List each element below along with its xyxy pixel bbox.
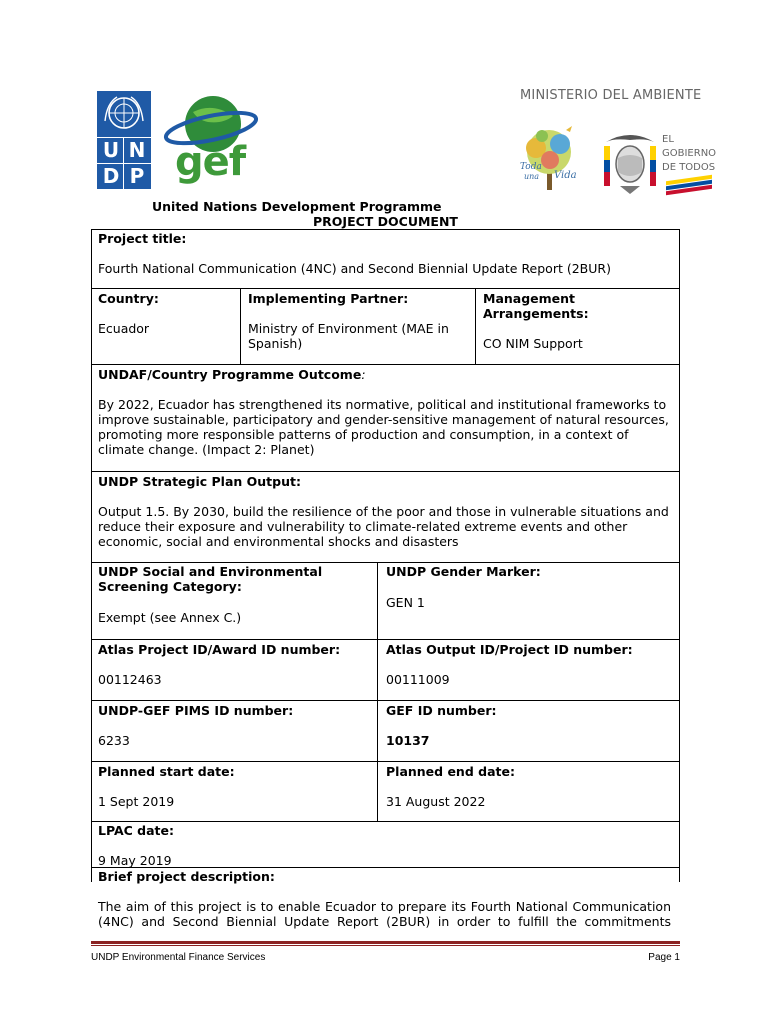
end-date-label: Planned end date: <box>386 764 515 779</box>
project-title-label: Project title: <box>98 231 187 246</box>
country-value: Ecuador <box>98 321 150 336</box>
footer-rule <box>91 941 680 944</box>
vida-text: Vida <box>554 170 577 181</box>
gef-logo <box>163 94 258 190</box>
screening-value: Exempt (see Annex C.) <box>98 610 242 625</box>
undp-letter-u: U <box>102 138 120 162</box>
ecuador-coat-of-arms <box>600 128 660 196</box>
atlas-output-value: 00111009 <box>386 672 450 687</box>
gender-marker-label: UNDP Gender Marker: <box>386 564 541 579</box>
footer-left: UNDP Environmental Finance Services <box>91 952 266 963</box>
undaf-outcome: By 2022, Ecuador has strengthened its normative, political and institutional frameworks to improve sustainable, participatory and gender-sensitive management of natural resources, promoting more responsible patterns of production and consumption, in a context of climate change. (Impact 2: Planet) <box>98 397 669 457</box>
pims-label: UNDP-GEF PIMS ID number: <box>98 703 294 718</box>
brief-description-label: Brief project description: <box>98 869 275 884</box>
undaf-heading <box>98 367 366 382</box>
undp-letter-n: N <box>128 138 146 162</box>
document-type: PROJECT DOCUMENT <box>313 214 458 229</box>
partner-label: Implementing Partner: <box>248 291 409 306</box>
tree-icon <box>514 122 584 196</box>
undp-logo <box>97 91 151 189</box>
gef-id-value: 10137 <box>386 733 430 748</box>
gobierno-line-3: DE TODOS <box>662 162 716 173</box>
project-title: Fourth National Communication (4NC) and Second Biennial Update Report (2BUR) <box>98 261 611 276</box>
gef-id-label: GEF ID number: <box>386 703 497 718</box>
footer-rule-thin <box>91 945 680 946</box>
undaf-label: UNDAF/Country Programme Outcome <box>98 367 362 382</box>
una-text: una <box>524 172 540 181</box>
atlas-project-label: Atlas Project ID/Award ID number: <box>98 642 341 657</box>
brief-description-line-1: The aim of this project is to enable Ecuador to prepare its Fourth National Communication <box>98 899 671 914</box>
end-date-value: 31 August 2022 <box>386 794 486 809</box>
undp-letter-p: P <box>129 164 145 188</box>
pims-value: 6233 <box>98 733 130 748</box>
country-label: Country: <box>98 291 159 306</box>
lpac-date-label: LPAC date: <box>98 823 175 838</box>
start-date-label: Planned start date: <box>98 764 235 779</box>
strategic-plan-label: UNDP Strategic Plan Output: <box>98 474 301 489</box>
start-date-value: 1 Sept 2019 <box>98 794 175 809</box>
gobierno-line-1: EL <box>662 134 674 145</box>
page-number: Page 1 <box>648 952 680 963</box>
gobierno-line-2: GOBIERNO <box>662 148 717 159</box>
undaf-colon: : <box>361 367 366 382</box>
management-label: Management Arrangements: <box>483 291 589 321</box>
undp-letter-d: D <box>102 164 120 188</box>
atlas-output-label: Atlas Output ID/Project ID number: <box>386 642 633 657</box>
ministerio-title: MINISTERIO DEL AMBIENTE <box>520 88 702 103</box>
lpac-date-value: 9 May 2019 <box>98 853 172 868</box>
brief-description-line-2: (4NC) and Second Biennial Update Report (2BUR) in order to fulfill the commitments <box>98 914 671 929</box>
org-name: United Nations Development Programme <box>152 199 442 214</box>
toda-una-vida-logo <box>514 122 584 196</box>
atlas-project-value: 00112463 <box>98 672 162 687</box>
gender-marker-value: GEN 1 <box>386 595 425 610</box>
un-emblem-icon <box>97 91 151 137</box>
toda-text: Toda <box>520 162 542 172</box>
screening-label: UNDP Social and Environmental Screening Category: <box>98 564 323 594</box>
strategic-plan-output: Output 1.5. By 2030, build the resilience of the poor and those in vulnerable situations and reduce their exposure and vulnerability to climate-related extreme events and other economic, social and environmental shocks and disasters <box>98 504 669 549</box>
management-value: CO NIM Support <box>483 336 583 351</box>
partner-value: Ministry of Environment (MAE in Spanish) <box>248 321 449 351</box>
gobierno-logo <box>660 134 720 196</box>
coat-of-arms-icon <box>600 128 660 196</box>
gef-wordmark: gef <box>175 139 246 185</box>
